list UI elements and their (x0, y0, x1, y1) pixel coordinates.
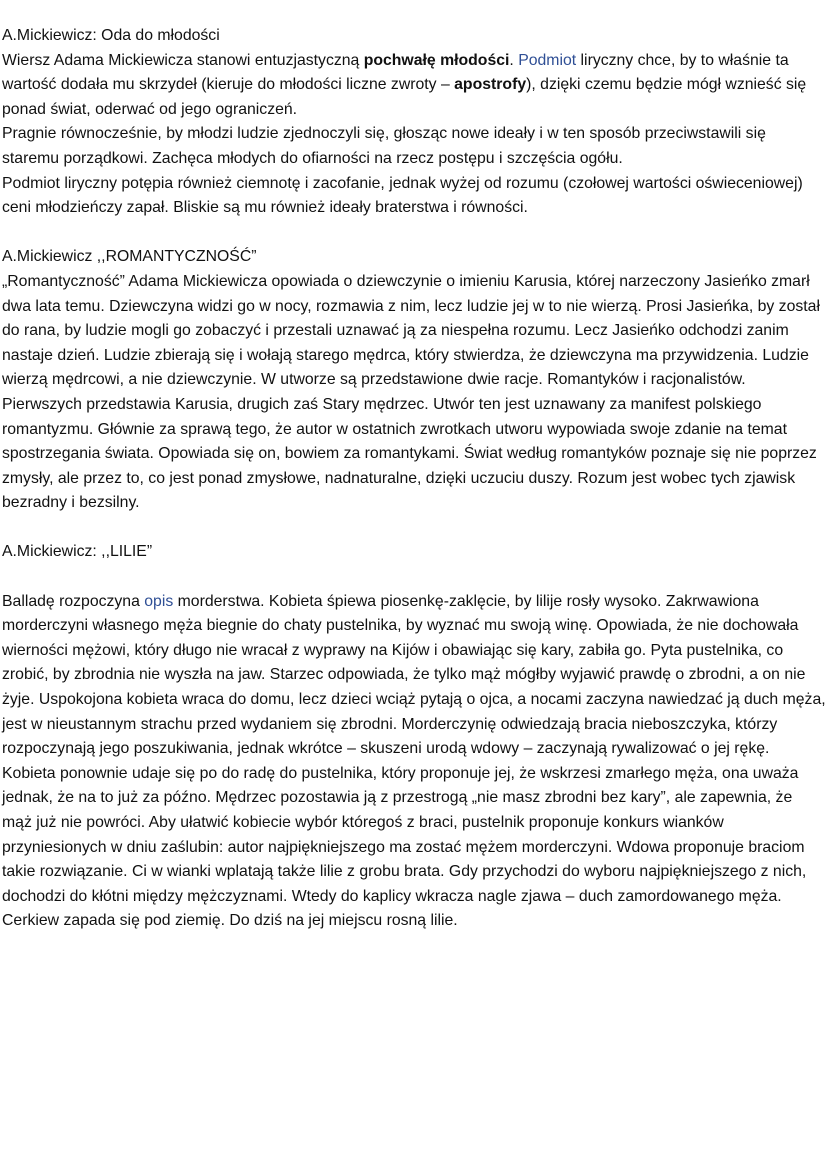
oda-paragraph-1 (2, 49, 826, 123)
section-lilie (2, 540, 826, 934)
section-title-romantycznosc: A.Mickiewicz ,,ROMANTYCZNOŚĆ” (2, 248, 257, 266)
oda-paragraph-2: Pragnie równocześnie, by młodzi ludzie zjednoczyli się, głosząc nowe ideały i w ten sposób przeciwstawili się staremu porządkowi. Zachęca młodych do ofiarności na rzecz postępu i szczęścia ogółu. (2, 125, 766, 167)
oda-p1-bold-apostrofy: apostrofy (454, 76, 527, 94)
section-title-lilie: A.Mickiewicz: ,,LILIE” (2, 543, 153, 561)
oda-p1-text-g: ), dzięki czemu będzie mógł wznieść się ponad świat, oderwać od jego ograniczeń. (2, 76, 807, 118)
oda-paragraph-3: Podmiot liryczny potępia również ciemnotę i zacofanie, jednak wyżej od rozumu (czołowej wartości oświeceniowej) ceni młodzieńczy zapał. Bliskie są mu również ideały braterstwa i równości. (2, 174, 803, 217)
lilie-p1-text-a: Balladę rozpoczyna (2, 592, 145, 610)
section-oda-do-mlodosci (2, 24, 826, 221)
oda-p1-text-c: . (509, 51, 519, 69)
oda-p1-text-a: Wiersz Adama Mickiewicza stanowi entuzjastyczną (2, 51, 364, 69)
podmiot-link[interactable]: Podmiot (518, 51, 577, 69)
oda-p1-text-e: liryczny chce, by to właśnie ta wartość dodała mu skrzydeł (kieruje do młodości liczne zwroty – (2, 51, 789, 94)
title-spacer (2, 565, 826, 590)
oda-p1-bold-pochwala: pochwałę młodości (363, 51, 510, 69)
section-romantycznosc (2, 245, 826, 516)
lilie-p1-text-c: morderstwa. Kobieta śpiewa piosenkę-zaklęcie, by lilije rosły wysoko. Zakrwawiona morderczyni własnego męża biegnie do chaty pustelnika, by wyznać mu swoją winę. Opowiada, że nie dochowała wierności mężowi, który długo nie wracał z wyprawy na Kijów i obawiając się kary, zabiła go. Pyta pustelnika, co zrobić, by zbrodnia nie wyszła na jaw. Starzec odpowiada, że tylko mąż mógłby wyjawić prawdę o zbrodni, a on nie żyje. Uspokojona kobieta wraca do domu, lecz dzieci wciąż pytają o ojca, a nocami zaczyna nawiedzać ją duch męża, jest w nieustannym strachu przed wydaniem się zbrodni. Morderczynię odwiedzają bracia nieboszczyka, którzy rozpoczynają jego poszukiwania, jednak wkrótce – skuszeni urodą wdowy – zaczynają rywalizować o jej rękę. Kobieta ponownie udaje się po do radę do pustelnika, który proponuje jej, że wskrzesi zmarłego męża, ona uważa jednak, że na to już za późno. Mędrzec pozostawia ją z przestrogą „nie masz zbrodni bez kary”, ale zapewnia, że mąż już nie powróci. Aby ułatwić kobiecie wybór któregoś z braci, pustelnik proponuje konkurs wianków przyniesionych w dniu zaślubin: autor najpiękniejszego ma zostać mężem morderczyni. Wdowa proponuje braciom takie rozwiązanie. Ci w wianki wplatają także lilie z grobu brata. Gdy przychodzi do wyboru najpiękniejszego z nich, dochodzi do kłótni między mężczyznami. Wtedy do kaplicy wkracza nagle zjawa – duch zamordowanego męża. Cerkiew zapada się pod ziemię. Do dziś na jej miejscu rosną lilie. (2, 592, 826, 930)
opis-link[interactable]: opis (144, 592, 174, 610)
lilie-paragraph (2, 590, 826, 934)
section-spacer (2, 516, 826, 541)
section-title-oda: A.Mickiewicz: Oda do młodości (2, 27, 220, 44)
romantycznosc-paragraph: „Romantyczność” Adama Mickiewicza opowiada o dziewczynie o imieniu Karusia, której narzeczony Jasieńko zmarł dwa lata temu. Dziewczyna widzi go w nocy, rozmawia z nim, lecz ludzie jej w to nie wierzą. Prosi Jasieńka, by został do rana, by ludzie mogli go zobaczyć i przestali uznawać ją za niespełna rozumu. Lecz Jasieńko odchodzi zanim nastaje dzień. Ludzie zbierają się i wołają starego mędrca, który stwierdza, że dziewczyna ma przywidzenia. Ludzie wierzą mędrcowi, a nie dziewczynie. W utworze są przedstawione dwie racje. Romantyków i racjonalistów. Pierwszych przedstawia Karusia, drugich zaś Stary mędrzec. Utwór ten jest uznawany za manifest polskiego romantyzmu. Głównie za sprawą tego, że autor w ostatnich zwrotkach utworu wypowiada swoje zdanie na temat spostrzegania świata. Opowiada się on, bowiem za romantykami. Świat według romantyków poznaje się nie poprzez zmysły, ale przez to, co jest ponad zmysłowe, nadnaturalne, dzięki uczuciu duszy. Rozum jest wobec tych zjawisk bezradny i bezsilny. (2, 272, 820, 512)
section-spacer (2, 221, 826, 246)
